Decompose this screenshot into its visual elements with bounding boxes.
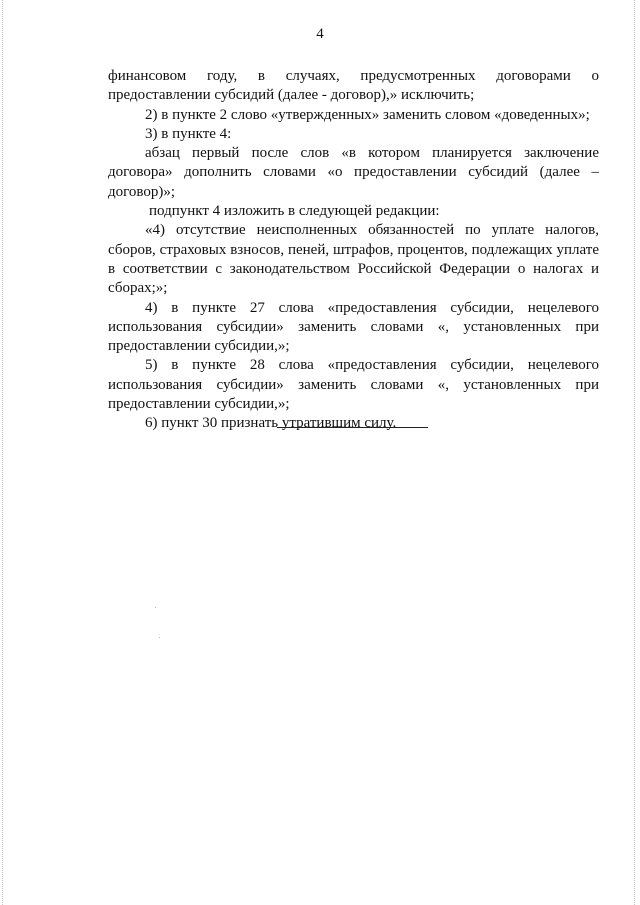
scan-speck (155, 607, 156, 608)
paragraph-item-4: 4) в пункте 27 слова «предоставления субсидии, нецелевого использования субсидии» заменить словами «, установленных при предоставлении субсидии,»; (108, 299, 599, 355)
paragraph-podpunkt-4: подпункт 4 изложить в следующей редакции: (149, 203, 440, 220)
page-number: 4 (316, 26, 324, 42)
scan-edge-left (2, 0, 3, 905)
paragraph-item-6: 6) пункт 30 признать утратившим силу. (145, 415, 397, 432)
paragraph-item-2: 2) в пункте 2 слово «утвержденных» заменить словом «доведенных»; (145, 106, 590, 123)
scan-speck (159, 637, 160, 638)
paragraph-abzac-pervyi: абзац первый после слов «в котором планируется заключение договора» дополнить словами «о предоставлении субсидий (далее – договор)»; (108, 145, 599, 200)
paragraph-item-3: 3) в пункте 4: (145, 125, 232, 142)
paragraph-item-5: 5) в пункте 28 слова «предоставления субсидии, нецелевого использования субсидии» заменить словами «, установленных при предоставлении субсидии,»; (108, 357, 599, 413)
closing-separator-line (277, 427, 428, 428)
scan-edge-right (634, 0, 635, 905)
paragraph-continuation: финансовом году, в случаях, предусмотренных договорами о предоставлении субсидий (далее - договор),» исключить; (108, 68, 599, 104)
paragraph-new-wording: «4) отсутствие неисполненных обязанностей по уплате налогов, сборов, страховых взносов, пеней, штрафов, процентов, подлежащих уплате в соответствии с законодательством Российской Федерации о налогах и сборах;»; (108, 222, 599, 297)
document-body (108, 67, 599, 434)
